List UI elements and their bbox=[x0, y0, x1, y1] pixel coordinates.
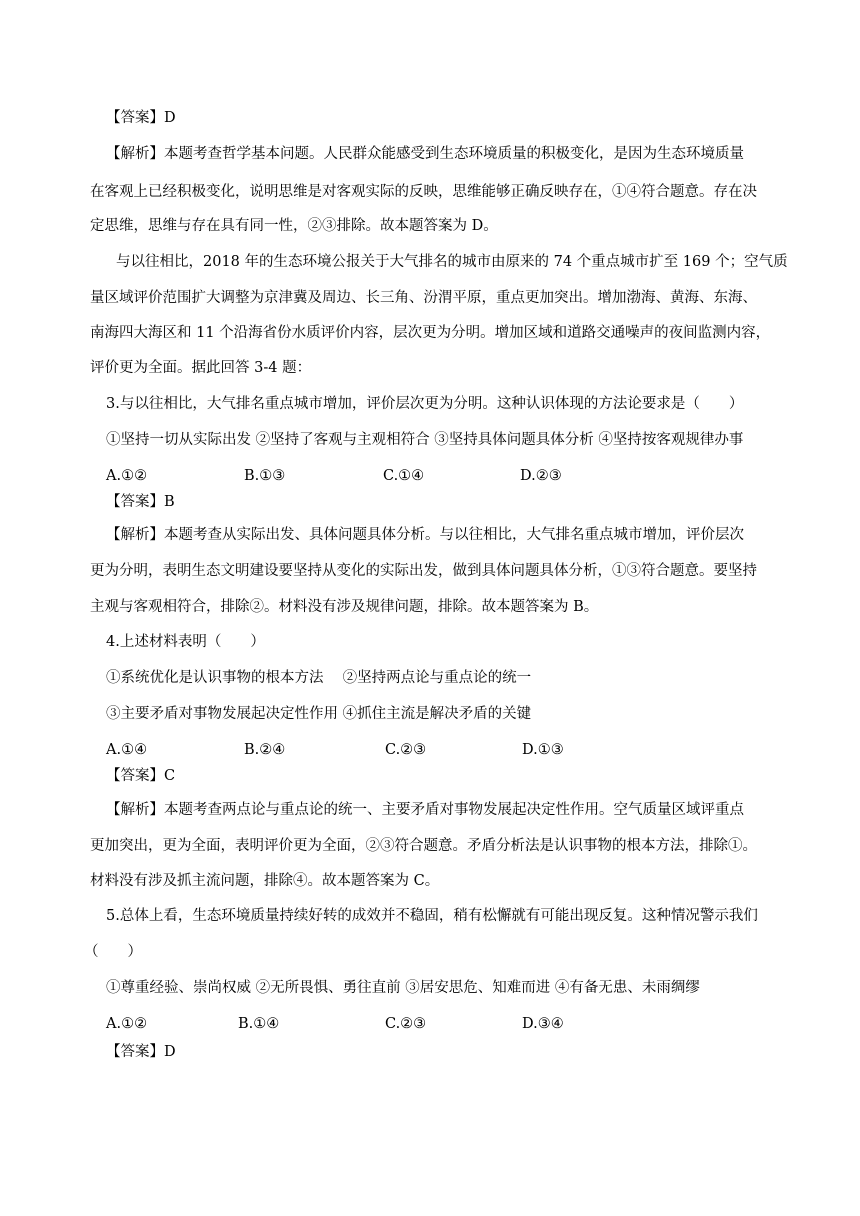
analysis-text: 更加突出，更为全面，表明评价更为全面，②③符合题意。矛盾分析法是认识事物的根本方法，排除①。 bbox=[90, 838, 757, 854]
option-b: B.①④ bbox=[238, 1016, 280, 1032]
question-stem: （ ） bbox=[84, 944, 142, 960]
analysis-text: 【解析】本题考查从实际出发、具体问题具体分析。与以往相比，大气排名重点城市增加，评价层次 bbox=[106, 527, 744, 543]
question-items: ③主要矛盾对事物发展起决定性作用 ④抓住主流是解决矛盾的关键 bbox=[106, 706, 532, 722]
question-items: ①坚持一切从实际出发 ②坚持了客观与主观相符合 ③坚持具体问题具体分析 ④坚持按客观规律办事 bbox=[106, 432, 744, 448]
option-a: A.①④ bbox=[106, 742, 148, 758]
option-c: C.②③ bbox=[385, 1016, 427, 1032]
answer-label: 【答案】C bbox=[106, 768, 176, 784]
option-d: D.①③ bbox=[522, 742, 564, 758]
answer-label: 【答案】D bbox=[106, 1044, 176, 1060]
question-items: ①系统优化是认识事物的根本方法 ②坚持两点论与重点论的统一 bbox=[106, 670, 532, 686]
option-b: B.①③ bbox=[244, 468, 286, 484]
option-b: B.②④ bbox=[244, 742, 286, 758]
option-d: D.③④ bbox=[522, 1016, 564, 1032]
question-stem: 5.总体上看，生态环境质量持续好转的成效并不稳固，稍有松懈就有可能出现反复。这种情况警示我们 bbox=[106, 908, 758, 924]
analysis-text: 更为分明，表明生态文明建设要坚持从变化的实际出发，做到具体问题具体分析，①③符合题意。要坚持 bbox=[90, 563, 757, 579]
analysis-text: 【解析】本题考查哲学基本问题。人民群众能感受到生态环境质量的积极变化，是因为生态环境质量 bbox=[106, 146, 744, 162]
analysis-text: 主观与客观相符合，排除②。材料没有涉及规律问题，排除。故本题答案为 B。 bbox=[90, 599, 599, 615]
material-text: 与以往相比，2018 年的生态环境公报关于大气排名的城市由原来的 74 个重点城市扩至 169 个；空气质 bbox=[116, 254, 788, 270]
question-items: ①尊重经验、崇尚权威 ②无所畏惧、勇往直前 ③居安思危、知难而进 ④有备无患、未雨绸缪 bbox=[106, 980, 700, 996]
answer-label: 【答案】D bbox=[106, 110, 176, 126]
option-d: D.②③ bbox=[520, 468, 562, 484]
analysis-text: 【解析】本题考查两点论与重点论的统一、主要矛盾对事物发展起决定性作用。空气质量区域评重点 bbox=[106, 802, 744, 818]
question-stem: 4.上述材料表明（ ） bbox=[106, 634, 265, 650]
option-c: C.①④ bbox=[383, 468, 425, 484]
material-text: 量区域评价范围扩大调整为京津冀及周边、长三角、汾渭平原，重点更加突出。增加渤海、黄海、东海、 bbox=[90, 290, 757, 306]
analysis-text: 定思维，思维与存在具有同一性，②③排除。故本题答案为 D。 bbox=[90, 218, 498, 234]
option-a: A.①② bbox=[106, 468, 148, 484]
analysis-text: 在客观上已经积极变化，说明思维是对客观实际的反映，思维能够正确反映存在，①④符合题意。存在决 bbox=[90, 184, 757, 200]
option-a: A.①② bbox=[106, 1016, 148, 1032]
analysis-text: 材料没有涉及抓主流问题，排除④。故本题答案为 C。 bbox=[90, 873, 440, 889]
material-text: 南海四大海区和 11 个沿海省份水质评价内容，层次更为分明。增加区域和道路交通噪声的夜间监测内容， bbox=[90, 325, 771, 341]
answer-label: 【答案】B bbox=[106, 494, 175, 510]
question-stem: 3.与以往相比，大气排名重点城市增加，评价层次更为分明。这种认识体现的方法论要求是（ ） bbox=[106, 396, 744, 412]
material-text: 评价更为全面。据此回答 3-4 题： bbox=[90, 360, 312, 376]
option-c: C.②③ bbox=[385, 742, 427, 758]
